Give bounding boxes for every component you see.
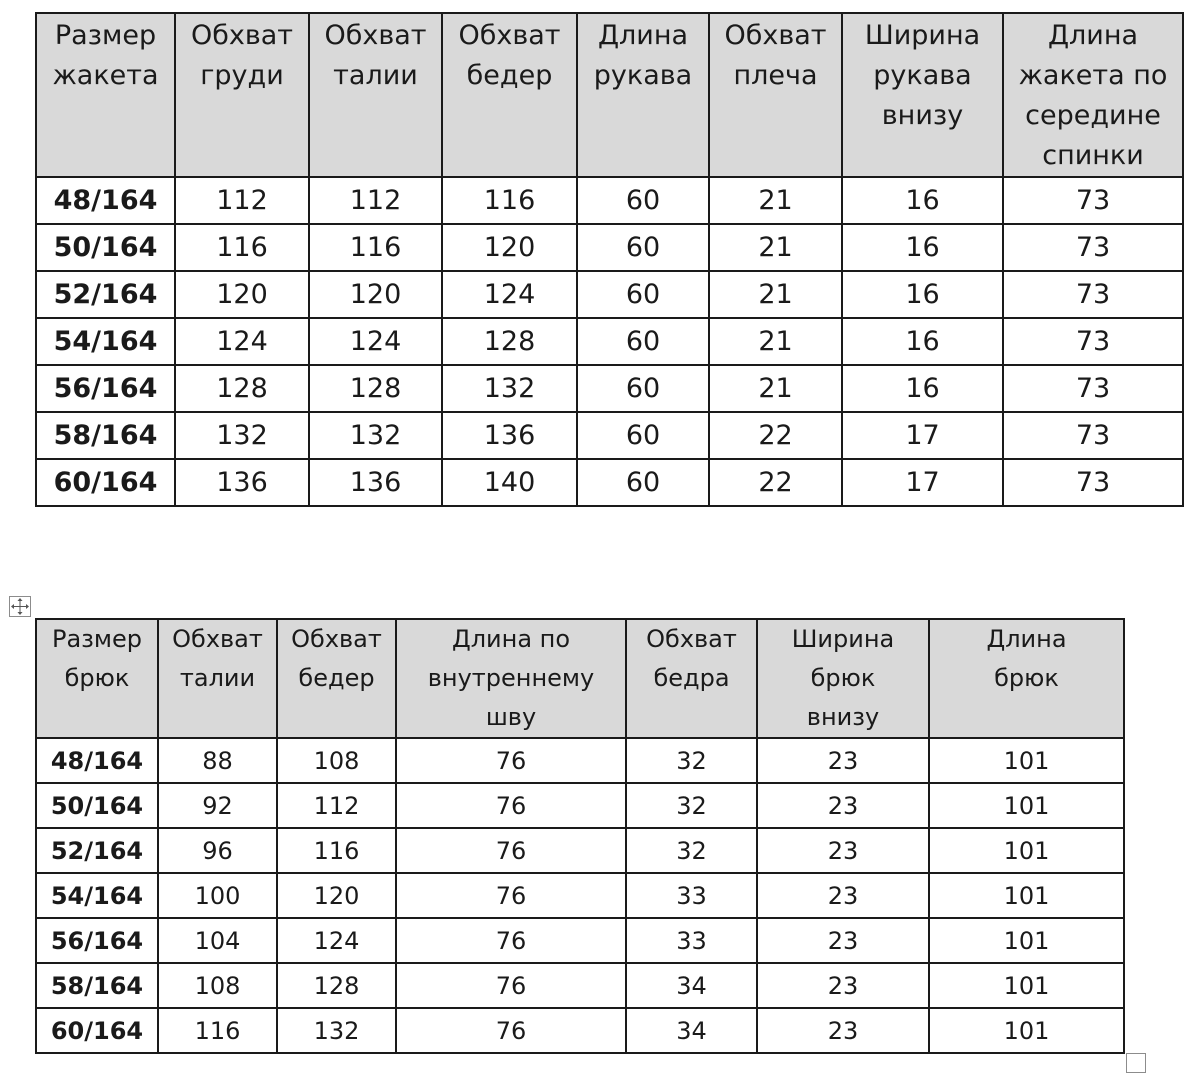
jacket-header-waist: Обхват талии (309, 13, 442, 177)
table-cell: 60 (577, 271, 709, 318)
table-cell: 128 (442, 318, 577, 365)
table-row (36, 412, 1183, 459)
table-row (36, 365, 1183, 412)
table-cell: 101 (929, 1008, 1124, 1053)
table-cell: 116 (442, 177, 577, 224)
table-cell: 60 (577, 365, 709, 412)
table-cell: 23 (757, 828, 929, 873)
table-row (36, 318, 1183, 365)
jacket-header-hips: Обхват бедер (442, 13, 577, 177)
table-cell: 120 (442, 224, 577, 271)
table-cell: 73 (1003, 318, 1183, 365)
table-row (36, 738, 1124, 783)
table-cell: 101 (929, 873, 1124, 918)
table-cell: 136 (309, 459, 442, 506)
jacket-size-cell: 56/164 (36, 365, 175, 412)
table-cell: 16 (842, 224, 1003, 271)
trousers-size-cell: 52/164 (36, 828, 158, 873)
jacket-header-size: Размер жакета (36, 13, 175, 177)
trousers-header-inseam: Длина по внутреннему шву (396, 619, 626, 738)
table-cell: 33 (626, 873, 757, 918)
table-cell: 112 (309, 177, 442, 224)
table-row (36, 828, 1124, 873)
trousers-header-waist: Обхват талии (158, 619, 277, 738)
table-cell: 101 (929, 828, 1124, 873)
table-row (36, 873, 1124, 918)
table-cell: 73 (1003, 459, 1183, 506)
table-cell: 76 (396, 1008, 626, 1053)
table-cell: 120 (175, 271, 309, 318)
trousers-size-cell: 56/164 (36, 918, 158, 963)
table-cell: 32 (626, 738, 757, 783)
table-cell: 21 (709, 271, 842, 318)
table-cell: 76 (396, 828, 626, 873)
table-cell: 76 (396, 918, 626, 963)
table-cell: 21 (709, 365, 842, 412)
jacket-size-table (35, 12, 1184, 507)
table-cell: 23 (757, 1008, 929, 1053)
table-cell: 96 (158, 828, 277, 873)
trousers-header-length: Длина брюк (929, 619, 1124, 738)
table-cell: 132 (309, 412, 442, 459)
jacket-size-cell: 54/164 (36, 318, 175, 365)
table-cell: 101 (929, 783, 1124, 828)
table-cell: 136 (442, 412, 577, 459)
table-row (36, 459, 1183, 506)
table-cell: 17 (842, 459, 1003, 506)
table-cell: 124 (175, 318, 309, 365)
trousers-size-table (35, 618, 1125, 1054)
trousers-size-cell: 54/164 (36, 873, 158, 918)
table-cell: 124 (309, 318, 442, 365)
table-cell: 16 (842, 177, 1003, 224)
trousers-header-size: Размер брюк (36, 619, 158, 738)
table-cell: 124 (277, 918, 396, 963)
table-cell: 22 (709, 459, 842, 506)
table-cell: 16 (842, 318, 1003, 365)
four-arrow-move-icon[interactable] (9, 596, 31, 617)
table-cell: 116 (158, 1008, 277, 1053)
table-cell: 136 (175, 459, 309, 506)
table-cell: 60 (577, 318, 709, 365)
table-cell: 60 (577, 177, 709, 224)
table-cell: 101 (929, 738, 1124, 783)
table-cell: 92 (158, 783, 277, 828)
table-cell: 16 (842, 271, 1003, 318)
jacket-header-sleeve-width: Ширина рукава внизу (842, 13, 1003, 177)
table-cell: 124 (442, 271, 577, 318)
table-row (36, 918, 1124, 963)
trousers-header-hips: Обхват бедер (277, 619, 396, 738)
table-cell: 34 (626, 1008, 757, 1053)
table-cell: 23 (757, 738, 929, 783)
table-cell: 132 (175, 412, 309, 459)
jacket-header-shoulder: Обхват плеча (709, 13, 842, 177)
jacket-size-cell: 60/164 (36, 459, 175, 506)
table-cell: 34 (626, 963, 757, 1008)
table-row (36, 271, 1183, 318)
jacket-size-cell: 52/164 (36, 271, 175, 318)
table-cell: 140 (442, 459, 577, 506)
trousers-size-cell: 58/164 (36, 963, 158, 1008)
table-cell: 21 (709, 177, 842, 224)
table-cell: 76 (396, 783, 626, 828)
table-cell: 76 (396, 738, 626, 783)
table-resize-handle-icon[interactable] (1126, 1053, 1146, 1073)
jacket-header-back-length: Длина жакета по середине спинки (1003, 13, 1183, 177)
table-cell: 101 (929, 963, 1124, 1008)
table-cell: 112 (277, 783, 396, 828)
table-cell: 116 (277, 828, 396, 873)
table-cell: 23 (757, 918, 929, 963)
table-cell: 21 (709, 224, 842, 271)
table-cell: 17 (842, 412, 1003, 459)
trousers-size-cell: 60/164 (36, 1008, 158, 1053)
jacket-header-chest: Обхват груди (175, 13, 309, 177)
table-cell: 108 (158, 963, 277, 1008)
table-cell: 100 (158, 873, 277, 918)
table-cell: 101 (929, 918, 1124, 963)
table-cell: 16 (842, 365, 1003, 412)
table-cell: 128 (309, 365, 442, 412)
table-cell: 104 (158, 918, 277, 963)
jacket-size-cell: 58/164 (36, 412, 175, 459)
table-cell: 76 (396, 963, 626, 1008)
table-cell: 23 (757, 873, 929, 918)
table-cell: 108 (277, 738, 396, 783)
table-row (36, 783, 1124, 828)
table-cell: 132 (277, 1008, 396, 1053)
table-cell: 32 (626, 783, 757, 828)
table-cell: 21 (709, 318, 842, 365)
trousers-header-thigh: Обхват бедра (626, 619, 757, 738)
jacket-size-cell: 48/164 (36, 177, 175, 224)
table-cell: 33 (626, 918, 757, 963)
jacket-header-sleeve-length: Длина рукава (577, 13, 709, 177)
table-cell: 73 (1003, 412, 1183, 459)
table-cell: 73 (1003, 365, 1183, 412)
table-cell: 73 (1003, 177, 1183, 224)
trousers-header-hem-width: Ширина брюк внизу (757, 619, 929, 738)
table-cell: 112 (175, 177, 309, 224)
table-cell: 120 (277, 873, 396, 918)
table-row (36, 224, 1183, 271)
table-row (36, 1008, 1124, 1053)
table-cell: 132 (442, 365, 577, 412)
jacket-header-row (36, 13, 1183, 177)
table-cell: 120 (309, 271, 442, 318)
trousers-size-cell: 50/164 (36, 783, 158, 828)
table-cell: 116 (175, 224, 309, 271)
table-cell: 22 (709, 412, 842, 459)
table-cell: 116 (309, 224, 442, 271)
table-cell: 88 (158, 738, 277, 783)
table-cell: 60 (577, 412, 709, 459)
table-cell: 128 (175, 365, 309, 412)
table-cell: 23 (757, 783, 929, 828)
table-row (36, 963, 1124, 1008)
trousers-size-cell: 48/164 (36, 738, 158, 783)
table-row (36, 177, 1183, 224)
jacket-size-cell: 50/164 (36, 224, 175, 271)
table-cell: 128 (277, 963, 396, 1008)
table-cell: 60 (577, 459, 709, 506)
table-cell: 32 (626, 828, 757, 873)
trousers-header-row (36, 619, 1124, 738)
table-cell: 60 (577, 224, 709, 271)
move-arrows-glyph (10, 597, 30, 616)
table-cell: 23 (757, 963, 929, 1008)
table-cell: 76 (396, 873, 626, 918)
table-cell: 73 (1003, 224, 1183, 271)
table-cell: 73 (1003, 271, 1183, 318)
